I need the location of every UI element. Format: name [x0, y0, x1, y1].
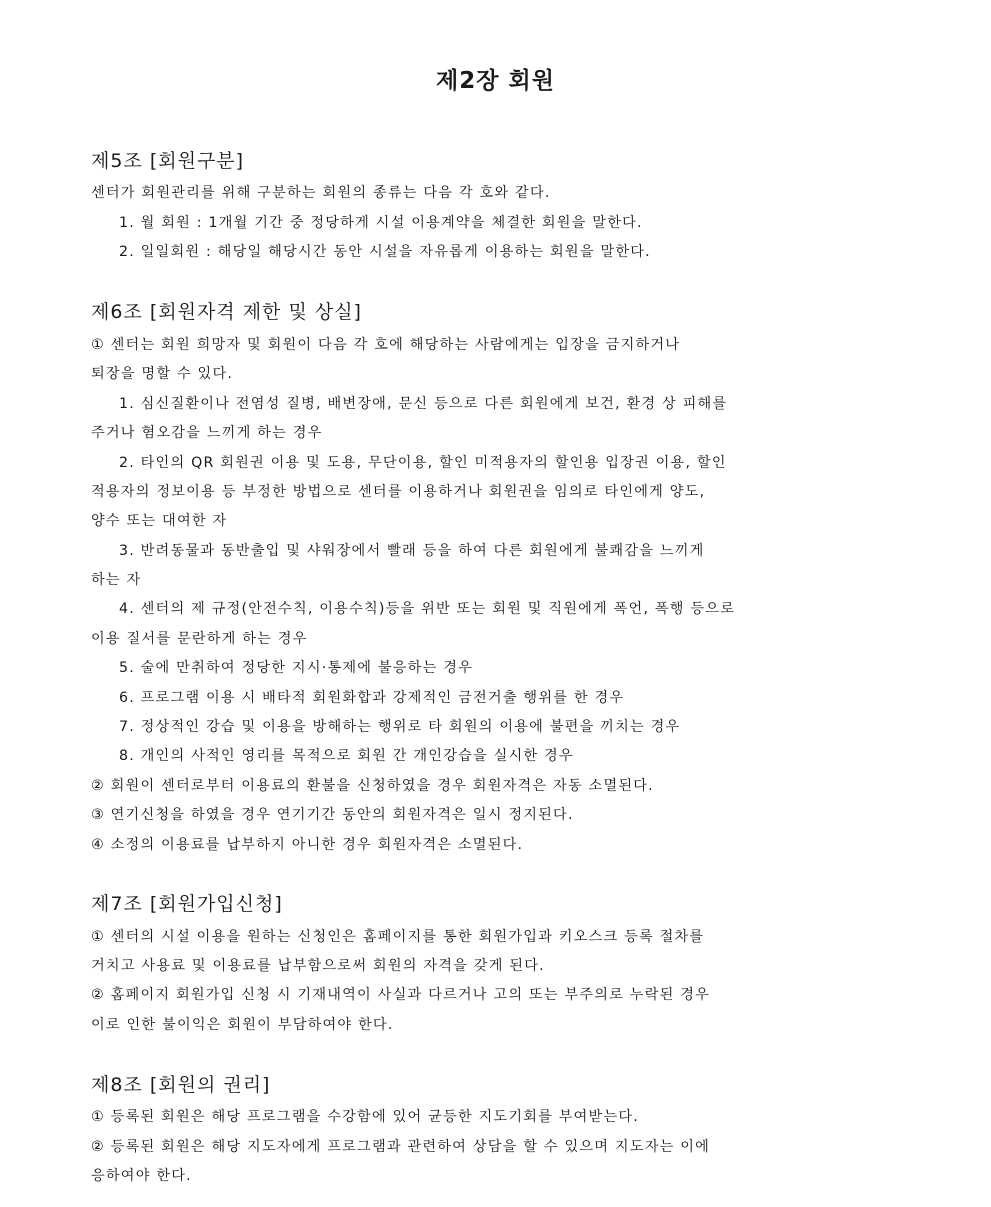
- article-6-item-1: 1. 심신질환이나 전염성 질병, 배변장애, 문신 등으로 다른 회원에게 보건, 환경 상 피해를: [119, 396, 728, 412]
- article-7-paragraph-2: ② 홈페이지 회원가입 신청 시 기재내역이 사실과 다르거나 고의 또는 부주의로 누락된 경우: [91, 987, 711, 1003]
- article-6-paragraph-1: ① 센터는 회원 희망자 및 회원이 다음 각 호에 해당하는 사람에게는 입장을 금지하거나: [91, 337, 681, 353]
- article-6-item-2-cont: 양수 또는 대여한 자: [91, 513, 228, 529]
- article-6-paragraph-1-cont: 퇴장을 명할 수 있다.: [91, 366, 234, 382]
- chapter-title: 제2장 회원: [436, 68, 555, 94]
- article-6-item-2: 2. 타인의 QR 회원권 이용 및 도용, 무단이용, 할인 미적용자의 할인용 입장권 이용, 할인: [119, 455, 727, 471]
- article-6-item-4-cont: 이용 질서를 문란하게 하는 경우: [91, 631, 308, 647]
- article-5-heading: 제5조 [회원구분]: [91, 150, 245, 172]
- article-6-item-7: 7. 정상적인 강습 및 이용을 방해하는 행위로 타 회원의 이용에 불편을 끼치는 경우: [119, 719, 681, 735]
- article-7-paragraph-1: ① 센터의 시설 이용을 원하는 신청인은 홈페이지를 통한 회원가입과 키오스크 등록 절차를: [91, 929, 705, 945]
- article-8-heading: 제8조 [회원의 권리]: [91, 1074, 271, 1096]
- article-6-item-8: 8. 개인의 사적인 영리를 목적으로 회원 간 개인강습을 실시한 경우: [119, 748, 574, 764]
- article-7-paragraph-2-cont: 이로 인한 불이익은 회원이 부담하여야 한다.: [91, 1017, 394, 1033]
- article-6-item-4: 4. 센터의 제 규정(안전수칙, 이용수칙)등을 위반 또는 회원 및 직원에게 폭언, 폭행 등으로: [119, 601, 736, 617]
- article-8-paragraph-2-cont: 응하여야 한다.: [91, 1168, 192, 1184]
- article-6-item-2-cont: 적용자의 정보이용 등 부정한 방법으로 센터를 이용하거나 회원권을 임의로 타인에게 양도,: [91, 484, 706, 500]
- article-5-item-2: 2. 일일회원 : 해당일 해당시간 동안 시설을 자유롭게 이용하는 회원을 말한다.: [119, 244, 651, 260]
- article-5-item-1: 1. 월 회원 : 1개월 기간 중 정당하게 시설 이용계약을 체결한 회원을 말한다.: [119, 215, 643, 231]
- article-6-heading: 제6조 [회원자격 제한 및 상실]: [91, 301, 362, 323]
- article-6-paragraph-4: ④ 소정의 이용료를 납부하지 아니한 경우 회원자격은 소멸된다.: [91, 837, 524, 853]
- article-6-item-6: 6. 프로그램 이용 시 배타적 회원화합과 강제적인 금전거출 행위를 한 경우: [119, 690, 625, 706]
- article-6-paragraph-3: ③ 연기신청을 하였을 경우 연기기간 동안의 회원자격은 일시 정지된다.: [91, 807, 574, 823]
- article-8-paragraph-1: ① 등록된 회원은 해당 프로그램을 수강함에 있어 균등한 지도기회를 부여받는다.: [91, 1109, 639, 1125]
- article-7-heading: 제7조 [회원가입신청]: [91, 893, 283, 915]
- article-6-paragraph-2: ② 회원이 센터로부터 이용료의 환불을 신청하였을 경우 회원자격은 자동 소멸된다.: [91, 778, 654, 794]
- article-7-paragraph-1-cont: 거치고 사용료 및 이용료를 납부함으로써 회원의 자격을 갖게 된다.: [91, 958, 545, 974]
- article-8-paragraph-2: ② 등록된 회원은 해당 지도자에게 프로그램과 관련하여 상담을 할 수 있으며 지도자는 이에: [91, 1139, 711, 1155]
- article-6-item-1-cont: 주거나 혐오감을 느끼게 하는 경우: [91, 425, 323, 441]
- article-5-line: 센터가 회원관리를 위해 구분하는 회원의 종류는 다음 각 호와 같다.: [91, 185, 551, 201]
- article-6-item-3-cont: 하는 자: [91, 572, 142, 588]
- article-6-item-3: 3. 반려동물과 동반출입 및 샤워장에서 빨래 등을 하여 다른 회원에게 불쾌감을 느끼게: [119, 543, 705, 559]
- article-6-item-5: 5. 술에 만취하여 정당한 지시·통제에 불응하는 경우: [119, 660, 474, 676]
